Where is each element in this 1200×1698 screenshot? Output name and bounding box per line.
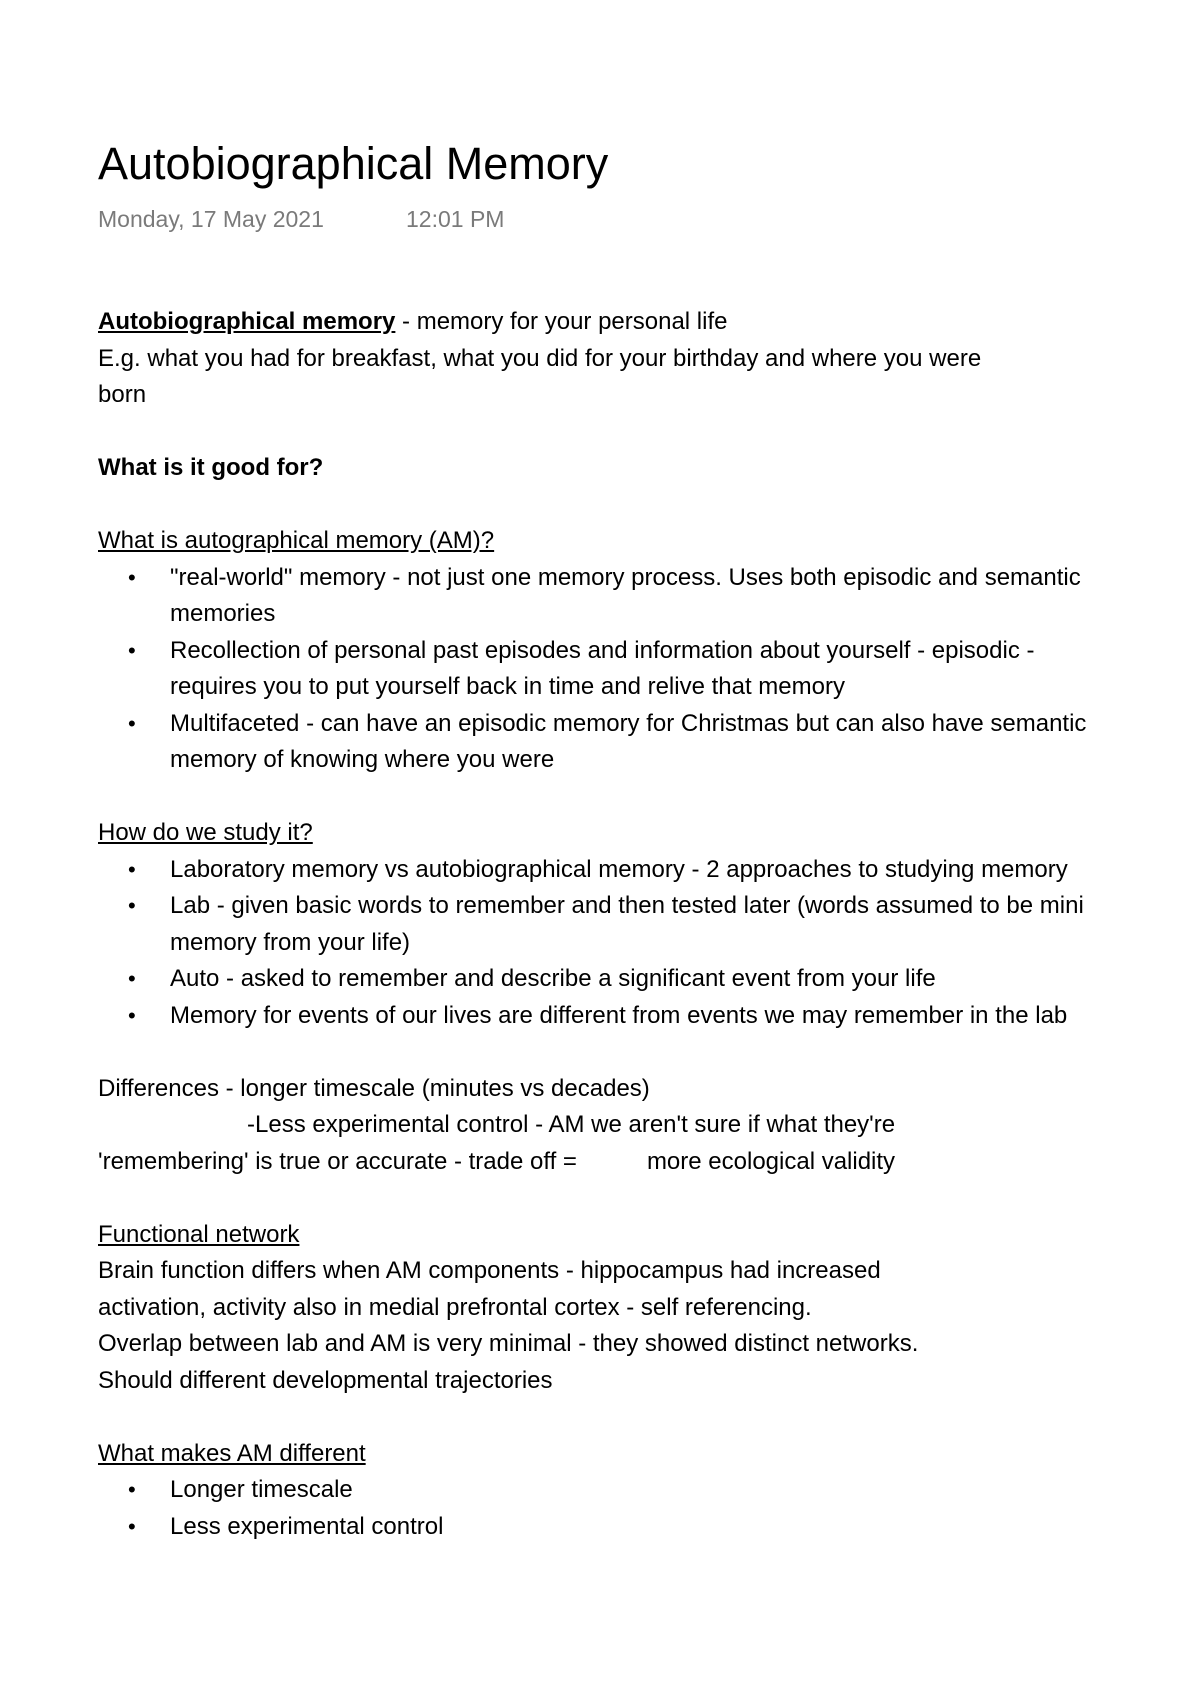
- list-item: • Longer timescale: [98, 1472, 1118, 1509]
- intro-example-line: E.g. what you had for breakfast, what you did for your birthday and where you were: [98, 344, 982, 372]
- list-item: • Less experimental control: [98, 1509, 1118, 1523]
- list-item: • Auto - asked to remember and describe a significant event from your life: [98, 961, 1118, 998]
- intro-term: Autobiographical memory: [98, 308, 396, 335]
- list-item: • Laboratory memory vs autobiographical memory - 2 approaches to studying memory: [98, 852, 1118, 889]
- differences-line: [98, 1144, 1118, 1181]
- differences-line: Differences - longer timescale (minutes vs decades): [98, 1074, 650, 1102]
- study-heading: How do we study it?: [98, 819, 313, 846]
- network-line: Overlap between lab and AM is very minimal - they showed distinct networks.: [98, 1330, 919, 1357]
- list-item: • Recollection of personal past episodes and information about yourself - episodic - requires you to put yourself back in time and relive that memory: [98, 633, 1118, 706]
- what-is-heading: What is autographical memory (AM)?: [98, 527, 495, 554]
- intro-definition-text: - memory for your personal life: [395, 308, 728, 335]
- intro-example-line: born: [98, 381, 147, 408]
- network-line: Should different developmental trajectories: [98, 1366, 553, 1394]
- network-heading: Functional network: [98, 1220, 300, 1248]
- makes-different-heading: What makes AM different: [98, 1439, 366, 1467]
- study-list: [98, 852, 1118, 1035]
- blank-line: [98, 1180, 1118, 1217]
- makes-different-list: [98, 1472, 1118, 1540]
- differences-line: -Less experimental control - AM we aren't sure if what they're: [247, 1111, 896, 1138]
- list-item: • Multifaceted - can have an episodic memory for Christmas but can also have semantic memory of knowing where you were: [98, 706, 1118, 779]
- note-body: [98, 304, 1118, 1540]
- network-line: Brain function differs when AM components - hippocampus had increased: [98, 1257, 881, 1284]
- list-item: • Lab - given basic words to remember and then tested later (words assumed to be mini memory from your life): [98, 888, 1118, 961]
- good-for-heading: What is it good for?: [98, 454, 324, 481]
- blank-line: [98, 779, 1118, 816]
- page-date: Monday, 17 May 2021: [98, 206, 324, 232]
- page-title: Autobiographical Memory: [98, 138, 609, 189]
- what-is-list: [98, 560, 1118, 779]
- differences-text: 'remembering' is true or accurate - trade off =: [98, 1147, 577, 1175]
- page-time: 12:01 PM: [406, 206, 505, 232]
- blank-line: [98, 1399, 1118, 1436]
- page-meta: [98, 204, 505, 234]
- blank-line: [98, 1034, 1118, 1071]
- blank-line: [98, 487, 1118, 524]
- differences-text: more ecological validity: [646, 1147, 896, 1175]
- list-item: • "real-world" memory - not just one memory process. Uses both episodic and semantic memories: [98, 560, 1118, 633]
- network-line: activation, activity also in medial prefrontal cortex - self referencing.: [98, 1293, 812, 1321]
- intro-definition: [98, 304, 1118, 341]
- list-item: • Memory for events of our lives are different from events we may remember in the lab: [98, 998, 1118, 1035]
- blank-line: [98, 414, 1118, 451]
